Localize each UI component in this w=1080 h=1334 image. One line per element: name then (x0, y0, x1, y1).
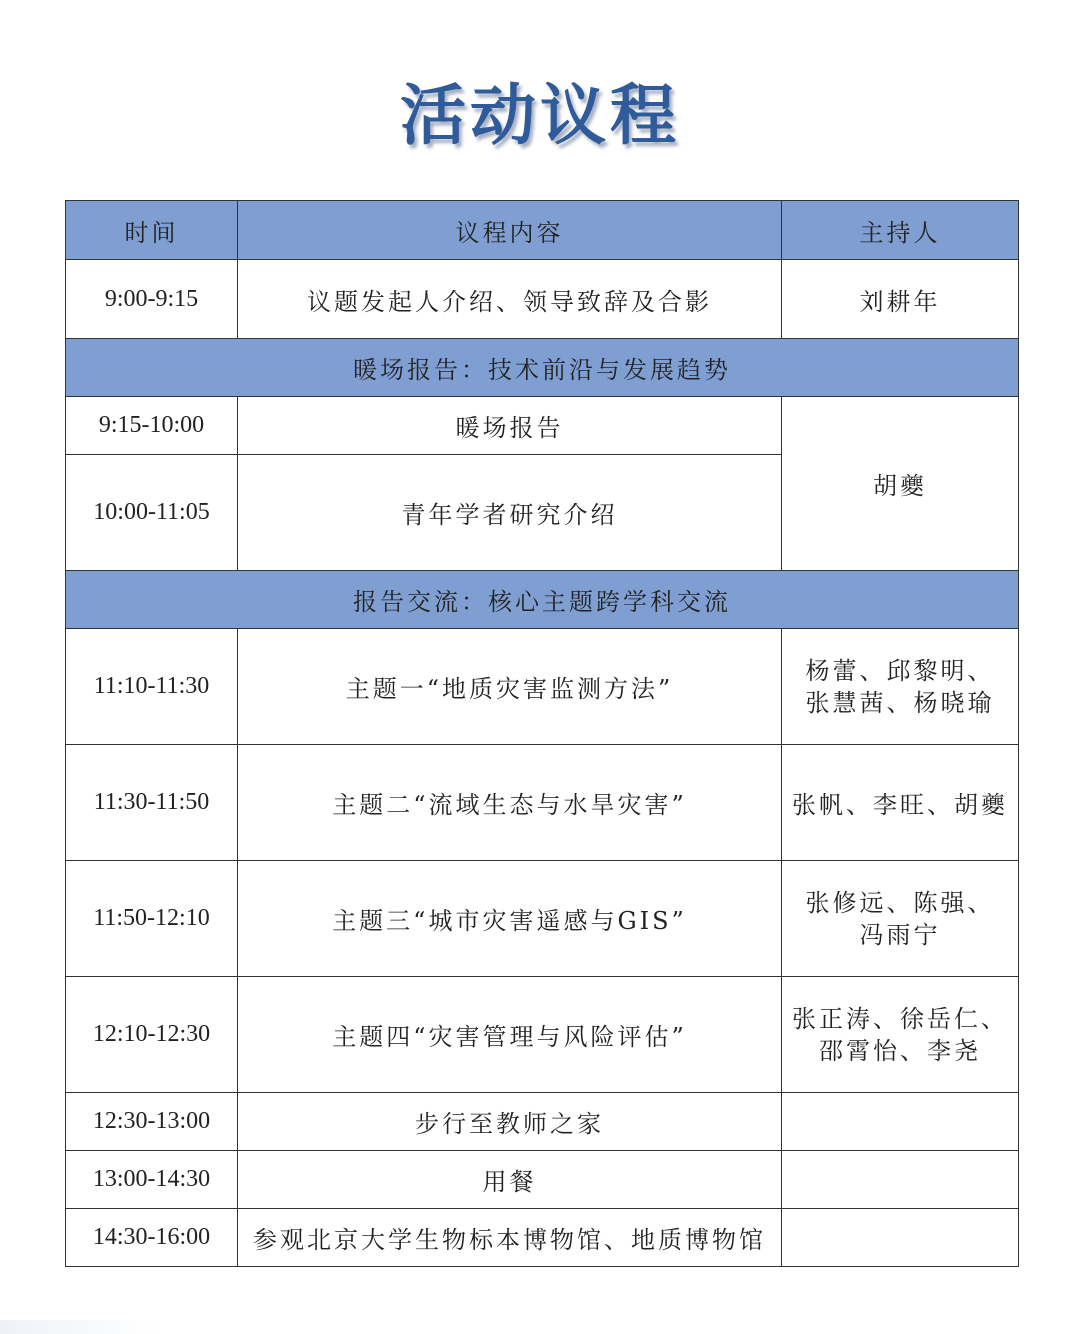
row-content: 步行至教师之家 (238, 1093, 782, 1151)
host-line: 邵霄怡、李尧 (819, 1036, 981, 1065)
section-title: 报告交流：核心主题跨学科交流 (66, 571, 1019, 629)
row-host (782, 1093, 1019, 1151)
host-line: 冯雨宁 (859, 920, 941, 949)
header-time: 时间 (66, 201, 238, 260)
row-content: 议题发起人介绍、领导致辞及合影 (238, 260, 782, 339)
table-row (66, 1209, 1019, 1267)
section-row (66, 571, 1019, 629)
row-time: 11:50-12:10 (66, 861, 238, 977)
page-title: 活动议程 (400, 76, 680, 154)
row-time: 10:00-11:05 (66, 455, 238, 571)
row-content: 青年学者研究介绍 (238, 455, 782, 571)
table-row (66, 397, 1019, 455)
row-time: 11:30-11:50 (66, 745, 238, 861)
section-row (66, 339, 1019, 397)
host-line: 张慧茜、杨晓瑜 (805, 688, 995, 717)
row-host: 胡夔 (782, 397, 1019, 571)
row-content: 主题二“流域生态与水旱灾害” (238, 745, 782, 861)
section-title: 暖场报告：技术前沿与发展趋势 (66, 339, 1019, 397)
row-time: 12:30-13:00 (66, 1093, 238, 1151)
agenda-table (65, 200, 1019, 1267)
row-host (782, 1151, 1019, 1209)
table-row (66, 1151, 1019, 1209)
table-row (66, 745, 1019, 861)
table-row (66, 260, 1019, 339)
table-row (66, 629, 1019, 745)
header-content: 议程内容 (238, 201, 782, 260)
header-host: 主持人 (782, 201, 1019, 260)
host-line: 杨蕾、邱黎明、 (805, 656, 995, 685)
decorative-fade (0, 1320, 160, 1334)
row-host: 刘耕年 (782, 260, 1019, 339)
row-time: 14:30-16:00 (66, 1209, 238, 1267)
row-host (782, 861, 1019, 977)
host-line: 张修远、陈强、 (805, 888, 995, 917)
host-line: 张正涛、徐岳仁、 (792, 1004, 1008, 1033)
row-time: 12:10-12:30 (66, 977, 238, 1093)
row-content: 暖场报告 (238, 397, 782, 455)
row-time: 9:00-9:15 (66, 260, 238, 339)
table-row (66, 1093, 1019, 1151)
row-content: 主题三“城市灾害遥感与GIS” (238, 861, 782, 977)
row-time: 13:00-14:30 (66, 1151, 238, 1209)
row-content: 主题一“地质灾害监测方法” (238, 629, 782, 745)
row-host: 张帆、李旺、胡夔 (782, 745, 1019, 861)
table-row (66, 861, 1019, 977)
table-row (66, 977, 1019, 1093)
row-content: 主题四“灾害管理与风险评估” (238, 977, 782, 1093)
row-content: 参观北京大学生物标本博物馆、地质博物馆 (238, 1209, 782, 1267)
row-host (782, 977, 1019, 1093)
table-header-row (66, 201, 1019, 260)
row-host (782, 629, 1019, 745)
row-host (782, 1209, 1019, 1267)
row-time: 9:15-10:00 (66, 397, 238, 455)
row-time: 11:10-11:30 (66, 629, 238, 745)
row-content: 用餐 (238, 1151, 782, 1209)
